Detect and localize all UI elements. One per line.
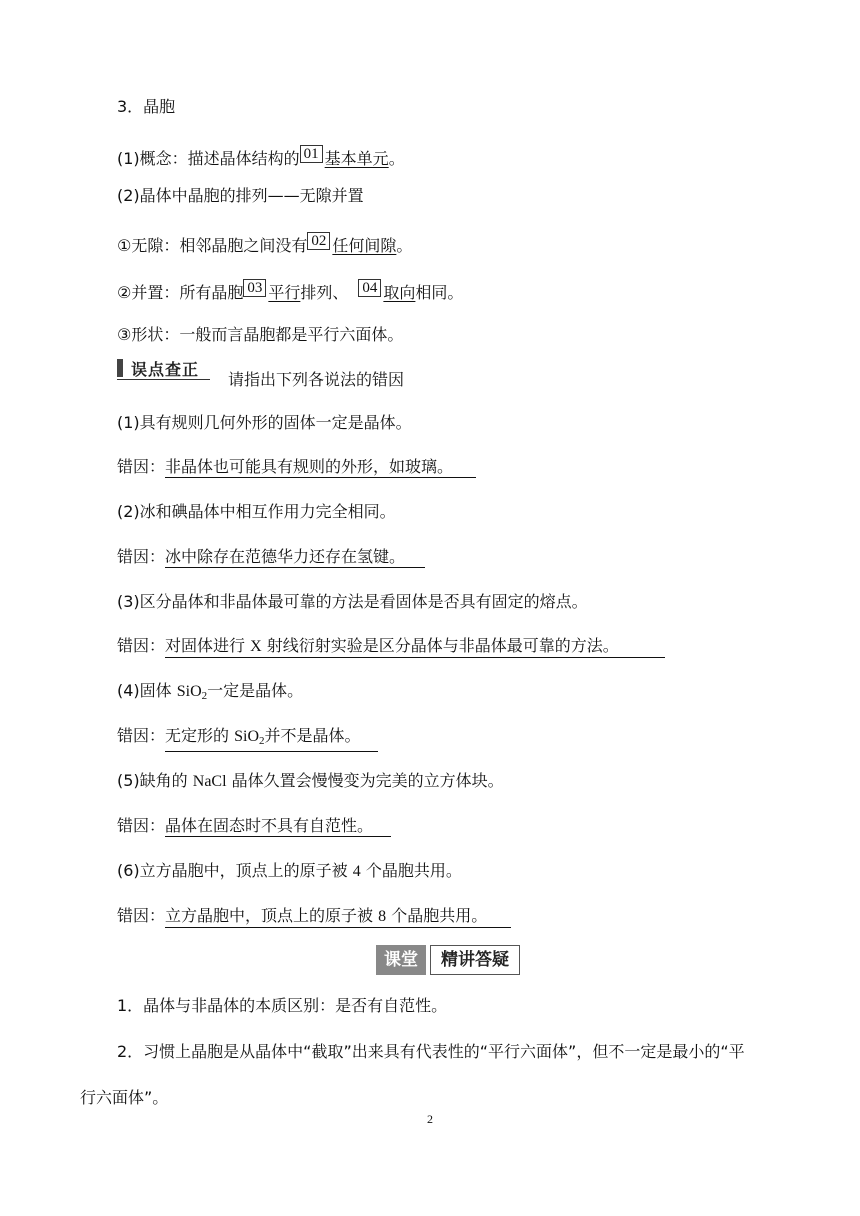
section-label-classroom: 课堂 [376, 945, 426, 975]
blank-box-04: 04 [358, 279, 381, 297]
shape-line: ③形状：一般而言晶胞都是平行六面体。 [117, 325, 404, 344]
answer-parallel: 平行 [268, 283, 301, 302]
concept-line: (1)概念：描述晶体结构的 01 基本单元。 [117, 146, 405, 168]
note-2-line-2: 行六面体”。 [80, 1088, 169, 1107]
section-header-classroom [376, 945, 520, 975]
answer-basic-unit: 基本单元 [324, 149, 389, 168]
arrangement-line: (2)晶体中晶胞的排列——无隙并置 [117, 186, 364, 205]
question-6: (6)立方晶胞中，顶点上的原子被 4 个晶胞共用。 [117, 861, 462, 880]
page-number: 2 [427, 1112, 433, 1126]
heading-crystal-cell: 3．晶胞 [117, 97, 176, 116]
question-5: (5)缺角的 NaCl 晶体久置会慢慢变为完美的立方体块。 [117, 771, 504, 790]
answer-4: 错因：无定形的 SiO$_2$并不是晶体。 [117, 725, 378, 752]
question-2: (2)冰和碘晶体中相互作用力完全相同。 [117, 502, 396, 521]
answer-no-gap: 任何间隙 [332, 236, 397, 255]
instruction-text: 请指出下列各说法的错因 [228, 370, 405, 389]
answer-5: 错因：晶体在固态时不具有自范性。 [117, 815, 391, 837]
answer-1: 错因：非晶体也可能具有规则的外形，如玻璃。 [117, 456, 476, 478]
question-3: (3)区分晶体和非晶体最可靠的方法是看固体是否具有固定的熔点。 [117, 592, 588, 611]
answer-orientation: 取向 [383, 283, 416, 302]
note-1: 1．晶体与非晶体的本质区别：是否有自范性。 [117, 996, 448, 1015]
blank-box-02: 02 [307, 232, 330, 250]
question-1: (1)具有规则几何外形的固体一定是晶体。 [117, 413, 412, 432]
blank-box-03: 03 [243, 279, 266, 297]
badge-bar-icon [117, 359, 123, 377]
parallel-line: ②并置：所有晶胞 03 平行排列、 04 取向相同。 [117, 280, 464, 302]
blank-box-01: 01 [300, 145, 323, 163]
answer-2: 错因：冰中除存在范德华力还存在氢键。 [117, 546, 425, 568]
no-gap-line: ①无隙：相邻晶胞之间没有 02 任何间隙。 [117, 233, 413, 255]
answer-3: 错因：对固体进行 X 射线衍射实验是区分晶体与非晶体最可靠的方法。 [117, 635, 665, 658]
error-check-badge: 误点查正 [117, 357, 210, 380]
question-4: (4)固体 SiO$_2$一定是晶体。 [117, 681, 304, 702]
answer-6: 错因：立方晶胞中，顶点上的原子被 8 个晶胞共用。 [117, 905, 511, 928]
section-label-explanation: 精讲答疑 [430, 945, 520, 975]
note-2-line-1: 2．习惯上晶胞是从晶体中“截取”出来具有代表性的“平行六面体”，但不一定是最小的“平 [117, 1042, 745, 1061]
